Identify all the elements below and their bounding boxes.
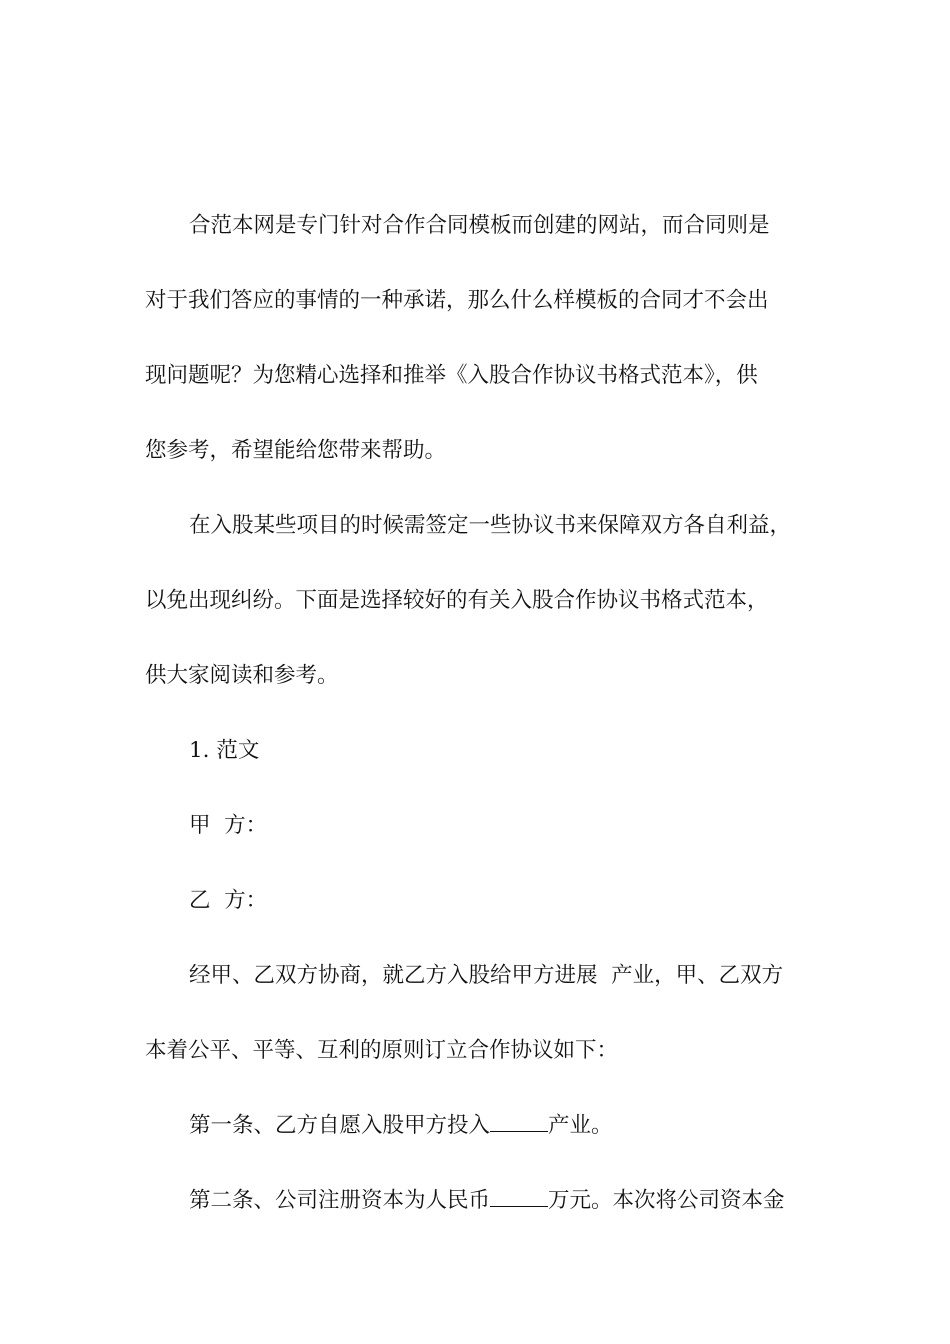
fill-in-blank bbox=[490, 1186, 548, 1207]
paragraph-line: 您参考，希望能给您带来帮助。 bbox=[145, 438, 447, 463]
paragraph-line: 对于我们答应的事情的一种承诺，那么什么样模板的合同才不会出 bbox=[145, 288, 769, 313]
party-a-label: 甲 方： bbox=[189, 813, 268, 838]
article-2 bbox=[145, 1173, 810, 1248]
paragraph-line: 本着公平、平等、互利的原则订立合作协议如下： bbox=[145, 1038, 619, 1063]
section-heading: 1. 范文 bbox=[189, 738, 260, 763]
fill-in-blank bbox=[490, 1111, 548, 1132]
paragraph-line: 以免出现纠纷。下面是选择较好的有关入股合作协议书格式范本， bbox=[145, 588, 769, 613]
article-1-text-end: 产业。 bbox=[548, 1113, 613, 1138]
paragraph-line: 现问题呢？为您精心选择和推举《入股合作协议书格式范本》，供 bbox=[145, 363, 758, 388]
party-b-label: 乙 方： bbox=[189, 888, 268, 913]
paragraph-line: 合范本网是专门针对合作合同模板而创建的网站，而合同则是 bbox=[189, 213, 770, 238]
article-1 bbox=[145, 1098, 810, 1173]
article-1-text: 第一条、乙方自愿入股甲方投入 bbox=[189, 1113, 491, 1138]
paragraph-line: 经甲、乙双方协商，就乙方入股给甲方进展 产业，甲、乙双方 bbox=[189, 963, 784, 988]
paragraph-line: 供大家阅读和参考。 bbox=[145, 663, 339, 688]
article-2-text-end: 万元。本次将公司资本金 bbox=[548, 1188, 785, 1213]
article-2-text: 第二条、公司注册资本为人民币 bbox=[189, 1188, 491, 1213]
document-body bbox=[145, 198, 810, 1248]
paragraph-line: 在入股某些项目的时候需签定一些协议书来保障双方各自利益， bbox=[189, 513, 792, 538]
